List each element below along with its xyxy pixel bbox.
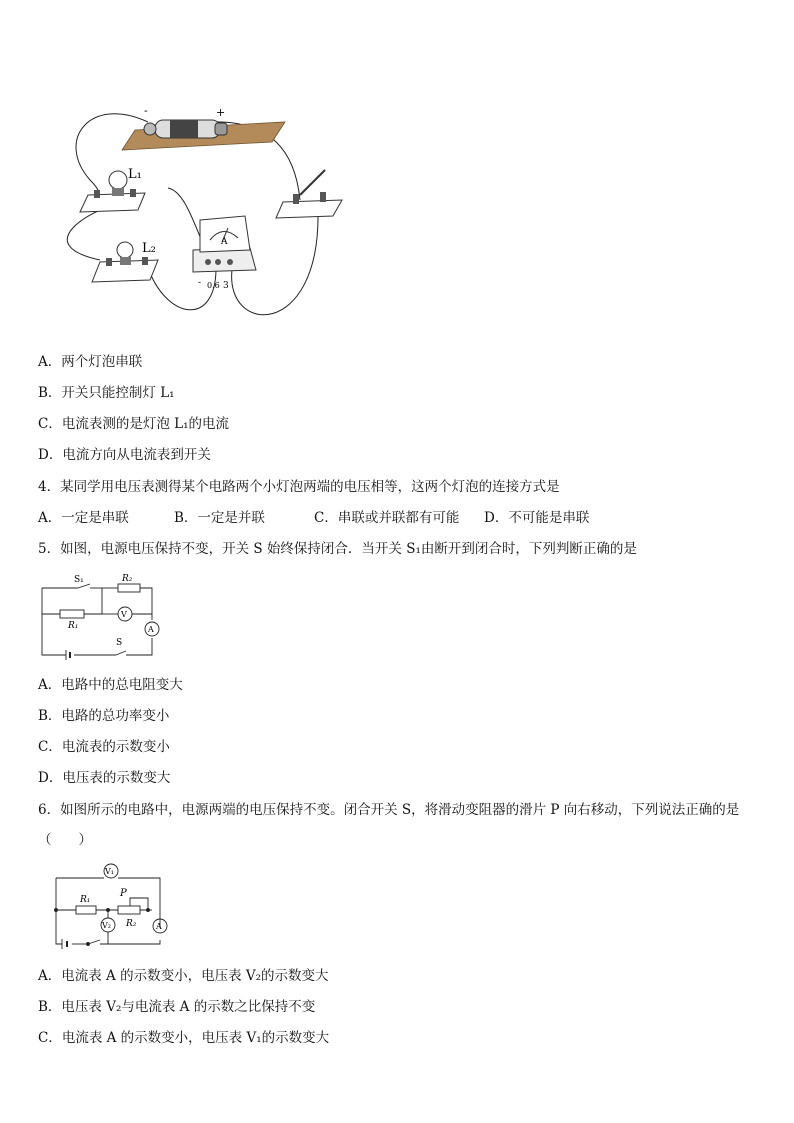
q4-option-b: B．一定是并联 <box>174 510 265 526</box>
q5-r2-label: R₂ <box>122 574 133 584</box>
q4-stem: 4．某同学用电压表测得某个电路两个小灯泡两端的电压相等，这两个灯泡的连接方式是 <box>38 479 560 495</box>
q6-circuit-figure <box>48 858 188 950</box>
q3-option-a: A．两个灯泡串联 <box>38 354 143 370</box>
q6-a-label: A <box>156 922 162 931</box>
switch <box>276 170 342 218</box>
q6-v2-label: V₂ <box>102 921 111 930</box>
q6-option-c: C．电流表 A 的示数变小，电压表 V₁的示数变大 <box>38 1030 330 1046</box>
q4-option-c: C．串联或并联都有可能 <box>314 510 460 526</box>
ammeter-terminal-06: 0.6 <box>207 281 220 290</box>
circuit-photo-figure <box>50 100 370 340</box>
q6-r2-label: R₂ <box>126 919 137 929</box>
q5-circuit-figure <box>38 570 168 662</box>
q5-option-d: D．电压表的示数变大 <box>38 770 171 786</box>
q6-option-b: B．电压表 V₂与电流表 A 的示数之比保持不变 <box>38 999 316 1015</box>
ammeter-terminal-3: 3 <box>223 281 229 291</box>
q5-stem: 5．如图，电源电压保持不变，开关 S 始终保持闭合．当开关 S₁由断开到闭合时，下列判断正确的是 <box>38 541 637 557</box>
ammeter-terminal-minus: - <box>198 278 202 288</box>
l1-label: L₁ <box>128 167 142 182</box>
q6-option-a: A．电流表 A 的示数变小，电压表 V₂的示数变大 <box>38 968 329 984</box>
q5-a-label: A <box>148 625 154 634</box>
q5-v-label: V <box>121 610 127 619</box>
q3-option-d: D．电流方向从电流表到开关 <box>38 447 211 463</box>
q4-option-a: A．一定是串联 <box>38 510 129 526</box>
q6-r1-label: R₁ <box>80 895 91 905</box>
q5-s1-label: S₁ <box>74 575 84 585</box>
q5-r1-label: R₁ <box>68 621 79 631</box>
q5-option-b: B．电路的总功率变小 <box>38 708 170 724</box>
q5-option-a: A．电路中的总电阻变大 <box>38 677 183 693</box>
l2-label: L₂ <box>142 241 156 256</box>
q6-v1-label: V₁ <box>105 867 114 876</box>
q4-option-d: D．不可能是串联 <box>484 510 590 526</box>
battery-minus-label: - <box>144 104 148 117</box>
q3-option-b: B．开关只能控制灯 L₁ <box>38 385 175 401</box>
battery <box>144 120 227 138</box>
ammeter-label: A <box>221 237 228 247</box>
battery-plus-label: + <box>216 106 226 119</box>
q5-option-c: C．电流表的示数变小 <box>38 739 170 755</box>
q6-stem: 6．如图所示的电路中，电源两端的电压保持不变。闭合开关 S，将滑动变阻器的滑片 P 向右移动，下列说法正确的是 <box>38 802 740 818</box>
q3-option-c: C．电流表测的是灯泡 L₁的电流 <box>38 416 229 432</box>
q6-p-label: P <box>120 888 127 899</box>
q5-s-label: S <box>116 638 123 648</box>
q6-paren: （ ） <box>38 832 92 848</box>
